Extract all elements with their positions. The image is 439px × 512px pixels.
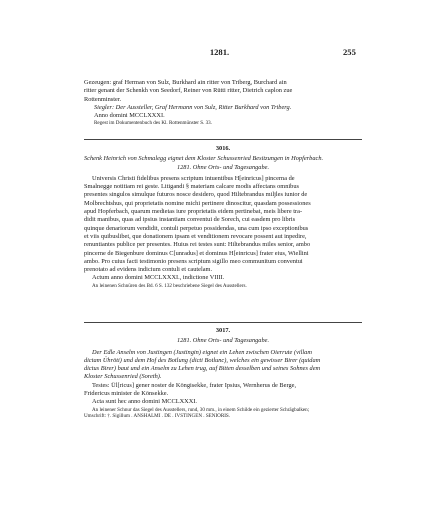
source-note: Regest im Dokumentenbuch des Kl. Rottenmünster S. 33.: [94, 120, 212, 127]
title-line: Kloster Schussenried (Soreth).: [84, 373, 162, 381]
source-note: An leinener Schnur das Siegel des Ausstellers, rund, 30 mm., in einem Schilde ein gezierter Schrägbalken;: [92, 406, 310, 413]
text-line: apud Hopferbach, quarum medietas iure proprietatis eidem pertinebat, meis libere tra-: [84, 208, 303, 216]
title-line: dictus Birer) baut und ein Anselm zu Lehen trug, auf Bitten desselben und seines Sohnes dem: [84, 365, 321, 373]
section-divider: [84, 322, 362, 323]
document-dateline: 1281. Ohne Orts- und Tagesangabe.: [176, 337, 270, 345]
document-number: 3016.: [215, 145, 231, 152]
acta-line: Acta sunt hec anno domini MCCLXXXI.: [92, 398, 198, 406]
title-line: Der Edle Anselm von Justingen (Justingin) eignet ein Lehen zwischen Oierrute (villam: [92, 348, 312, 356]
witness-block: [84, 79, 362, 127]
text-line: et viis quibuslibet, que donationem ipsam et venditionem revocare possent aut inpedire,: [84, 232, 307, 240]
anno-line: Anno domini MCCLXXXI.: [94, 112, 165, 120]
text-line: quinque denariorum vendidit, contuli perpetuo possidendas, una cum ipso exceptionibus: [84, 224, 309, 232]
text-line: ambo. Pro cuius facti testimonio presens scriptum sigillo meo communitum conventui: [84, 257, 303, 265]
source-note: An leinenen Schnüren des Bd. 6 S. 132 beschriebene Siegel des Ausstellers.: [92, 282, 247, 289]
page-number: 255: [343, 47, 356, 57]
title-line: dictam Ühröti) und dem Hof des Botlung (dicti Botlunc), welches ein gewisser Birer (quidam: [84, 356, 321, 364]
text-line: Smalnegge notitiam rei geste. Litigandi § materiam calcare modis affectans omnibus: [84, 183, 299, 191]
text-line: renuntiantes publice per presentes. Huius rei testes sunt: Hiltebrandus miles senior, ambo: [84, 241, 311, 249]
document-title: Schenk Heinrich von Schmalegg eignet dem Kloster Schussenried Besitzungen in Hopferbach.: [84, 155, 324, 163]
testes-line: Fridericus minister de Kōnsekke.: [84, 390, 169, 398]
document-dateline: 1281. Ohne Orts- und Tagesangabe.: [176, 163, 270, 171]
text-line: Rottenminster.: [84, 95, 122, 103]
text-line: didit manibus, quas ad ipsius instantiam conventui de Sorech, cui easdem pro libris: [84, 216, 296, 224]
header-year: 1281.: [209, 47, 230, 57]
text-line: ritter genant der Schenkh von Seedorf, Reiner von Rütti ritter, Dietrich caplon zue: [84, 87, 293, 95]
actum-line: Actum anno domini MCCLXXXI., indictione VIIII.: [92, 274, 225, 282]
siegler-line: Siegler: Der Aussteller, Graf Hermann von Sulz, Ritter Burkhard von Triberg.: [94, 103, 292, 111]
text-line: Molbrechtshus, qui proprietatis nomine michi pertinere dinoscitur, quasdam possessiones: [84, 199, 311, 207]
document-3016: [84, 145, 362, 289]
testes-line: Testes: Ül[ricus] gener noster de Kōngisekke, frater Ipsius, Wernherus de Berge,: [92, 381, 297, 389]
document-number: 3017.: [215, 327, 231, 334]
text-line: presentes singulos simulque futuros nosce desidero, quod Hiltebrandus miljles iunior de: [84, 191, 308, 199]
text-line: prenotato ad evidens indicium contuli et cautelam.: [84, 266, 213, 274]
text-line: Gezeugen: graf Herman von Sulz, Burkhard ain ritter von Triberg, Burchard ain: [84, 79, 287, 86]
section-divider: [84, 139, 362, 140]
page-header: [0, 47, 439, 61]
text-line: pincerne de Biegenbure dominus C[unradus] et dominus H[einricus] frater eius, Wiellini: [84, 249, 309, 257]
text-line: Universis Christi fidelibus presens scriptum intuentibus H[einricus] pincerna de: [92, 174, 295, 182]
source-note: Umschrift: †. Sigillum . ANSHALMI . DE . IVSTINGEN . SENIORIS.: [84, 413, 231, 420]
document-3017: [84, 327, 362, 420]
